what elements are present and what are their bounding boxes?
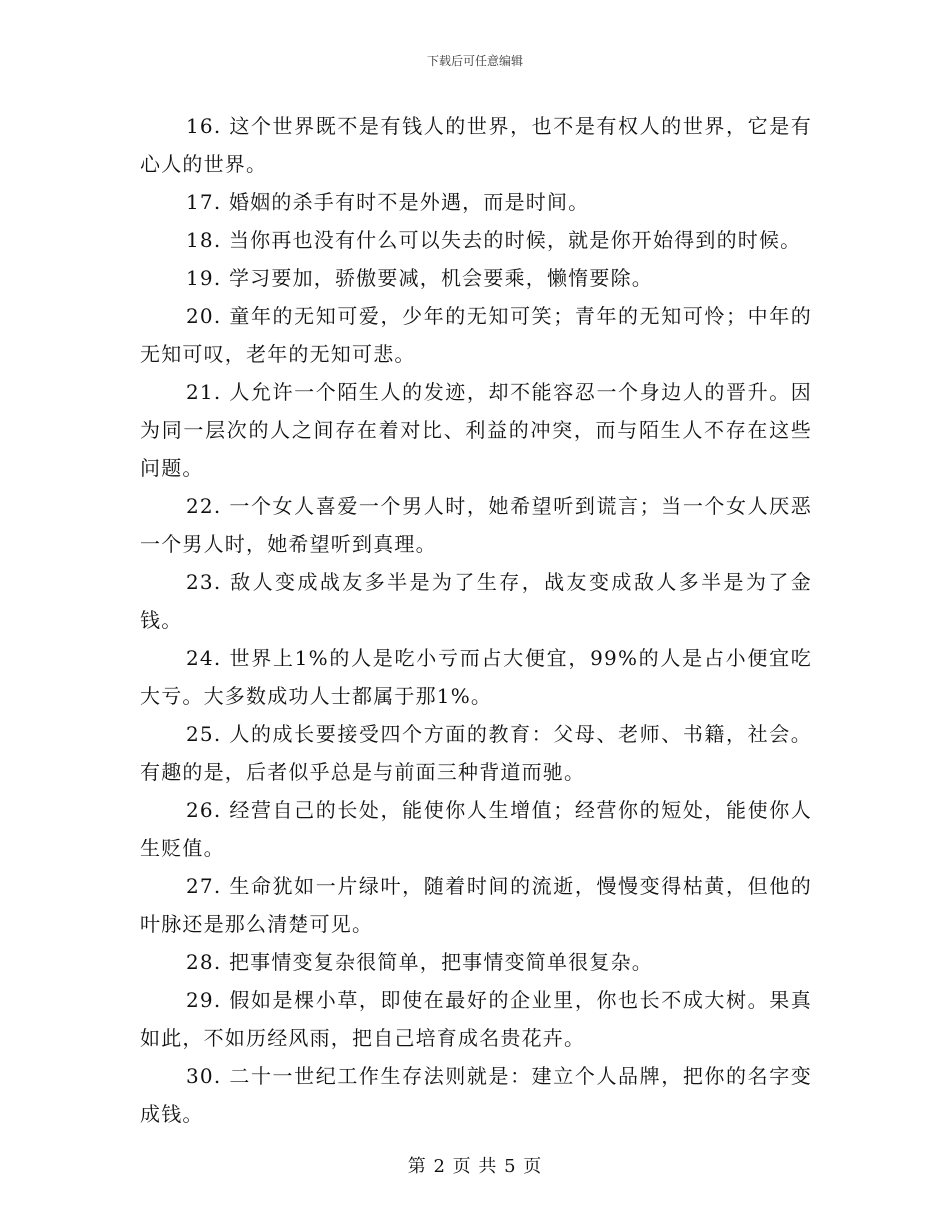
paragraph-22: 22. 一个女人喜爱一个男人时，她希望听到谎言；当一个女人厌恶一个男人时，她希望听到真理。 bbox=[140, 494, 812, 556]
document-body bbox=[140, 107, 812, 1133]
paragraph-27: 27. 生命犹如一片绿叶，随着时间的流逝，慢慢变得枯黄，但他的叶脉还是那么清楚可见。 bbox=[140, 874, 812, 936]
paragraph-19: 19. 学习要加，骄傲要减，机会要乘，懒惰要除。 bbox=[186, 266, 653, 290]
paragraph-29: 29. 假如是棵小草，即使在最好的企业里，你也长不成大树。果真如此，不如历经风雨，把自己培育成名贵花卉。 bbox=[140, 988, 812, 1050]
paragraph-26: 26. 经营自己的长处，能使你人生增值；经营你的短处，能使你人生贬值。 bbox=[140, 798, 812, 860]
paragraph-24: 24. 世界上1%的人是吃小亏而占大便宜，99%的人是占小便宜吃大亏。大多数成功人士都属于那1%。 bbox=[140, 646, 812, 708]
paragraph-23: 23. 敌人变成战友多半是为了生存，战友变成敌人多半是为了金钱。 bbox=[140, 570, 812, 632]
paragraph-25: 25. 人的成长要接受四个方面的教育：父母、老师、书籍，社会。有趣的是，后者似乎总是与前面三种背道而驰。 bbox=[140, 722, 812, 784]
paragraph-28: 28. 把事情变复杂很简单，把事情变简单很复杂。 bbox=[186, 950, 653, 974]
paragraph-18: 18. 当你再也没有什么可以失去的时候，就是你开始得到的时候。 bbox=[186, 228, 802, 252]
paragraph-21: 21. 人允许一个陌生人的发迹，却不能容忍一个身边人的晋升。因为同一层次的人之间存在着对比、利益的冲突，而与陌生人不存在这些问题。 bbox=[140, 380, 812, 480]
paragraph-17: 17. 婚姻的杀手有时不是外遇，而是时间。 bbox=[186, 190, 590, 214]
page-footer: 第 2 页 共 5 页 bbox=[407, 1156, 543, 1177]
paragraph-30: 30. 二十一世纪工作生存法则就是：建立个人品牌，把你的名字变成钱。 bbox=[140, 1064, 812, 1126]
page-header: 下载后可任意编辑 bbox=[426, 54, 523, 68]
paragraph-16: 16. 这个世界既不是有钱人的世界，也不是有权人的世界，它是有心人的世界。 bbox=[140, 114, 812, 176]
paragraph-20: 20. 童年的无知可爱，少年的无知可笑；青年的无知可怜；中年的无知可叹，老年的无知可悲。 bbox=[140, 304, 812, 366]
